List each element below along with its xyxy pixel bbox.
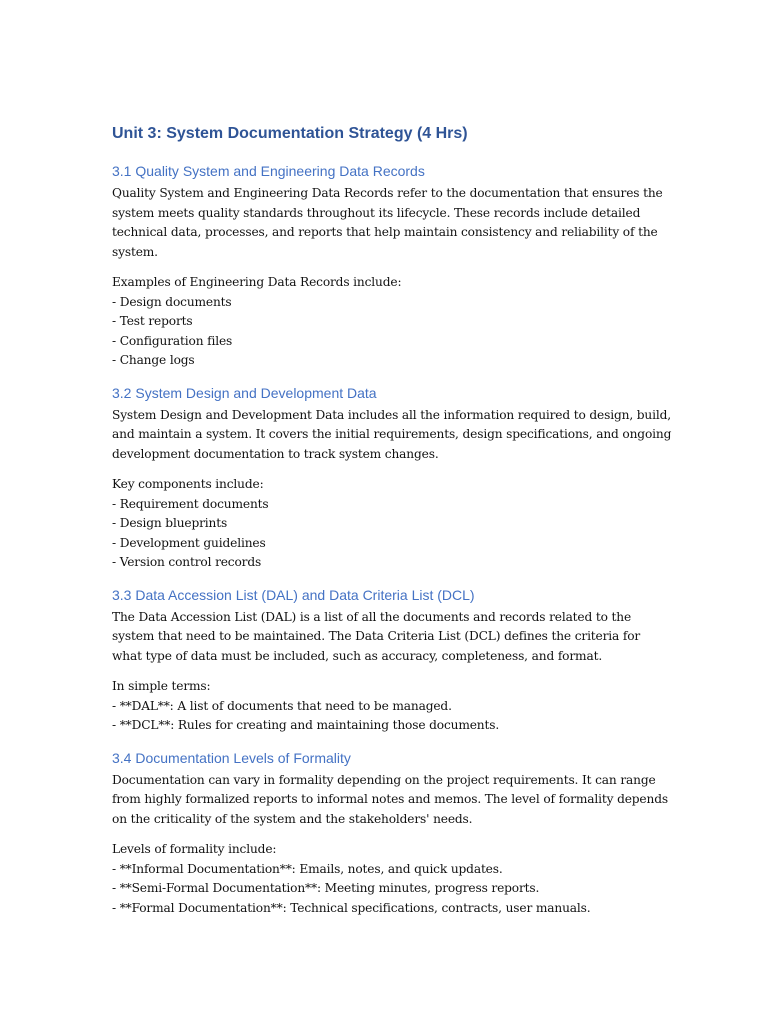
section-heading: 3.4 Documentation Levels of Formality [112, 749, 351, 766]
list-item: - Version control records [112, 555, 262, 569]
list-intro: In simple terms: [112, 679, 211, 693]
section-paragraph: The Data Accession List (DAL) is a list of all the documents and records related to the system that need to be maintained. The Data Criteria List (DCL) defines the criteria for what type of data must be included, such as accuracy, completeness, and format. [112, 609, 641, 663]
list-item: - Test reports [112, 314, 193, 328]
list-item: - Change logs [112, 353, 195, 367]
list-item: - **Informal Documentation**: Emails, notes, and quick updates. [112, 861, 503, 876]
list-item: - **DAL**: A list of documents that need to be managed. [112, 698, 452, 713]
list-item: - Configuration files [112, 333, 233, 348]
section-heading: 3.2 System Design and Development Data [112, 384, 377, 401]
section-paragraph: System Design and Development Data includes all the information required to design, build, and maintain a system. It covers the initial requirements, design specifications, and ongoing development documentation to track system changes. [112, 407, 672, 461]
section-3-4 [112, 749, 672, 919]
document-page [112, 123, 672, 931]
list-item: - **Formal Documentation**: Technical specifications, contracts, user manuals. [112, 900, 591, 915]
bullet-list [112, 293, 672, 371]
list-item: - Design documents [112, 294, 232, 309]
list-intro: Key components include: [112, 477, 264, 491]
list-item: - Requirement documents [112, 496, 269, 511]
unit-title: Unit 3: System Documentation Strategy (4 Hrs) [112, 125, 468, 142]
bullet-list [112, 697, 672, 736]
list-item: - **Semi-Formal Documentation**: Meeting minutes, progress reports. [112, 881, 540, 895]
bullet-list [112, 495, 672, 573]
list-item: - Design blueprints [112, 516, 228, 530]
list-item: - Development guidelines [112, 535, 266, 550]
section-3-1 [112, 162, 672, 371]
section-3-2 [112, 384, 672, 573]
section-paragraph: Quality System and Engineering Data Records refer to the documentation that ensures the system meets quality standards throughout its lifecycle. These records include detailed technical data, processes, and reports that help maintain consistency and reliability of the system. [112, 186, 663, 259]
list-item: - **DCL**: Rules for creating and maintaining those documents. [112, 718, 500, 732]
bullet-list [112, 860, 672, 919]
list-intro: Levels of formality include: [112, 842, 277, 856]
list-intro: Examples of Engineering Data Records include: [112, 275, 402, 289]
section-heading: 3.1 Quality System and Engineering Data Records [112, 163, 425, 179]
section-heading: 3.3 Data Accession List (DAL) and Data Criteria List (DCL) [112, 586, 475, 603]
section-paragraph: Documentation can vary in formality depending on the project requirements. It can range from highly formalized reports to informal notes and memos. The level of formality depends on the criticality of the system and the stakeholders' needs. [112, 772, 668, 826]
section-3-3 [112, 586, 672, 736]
